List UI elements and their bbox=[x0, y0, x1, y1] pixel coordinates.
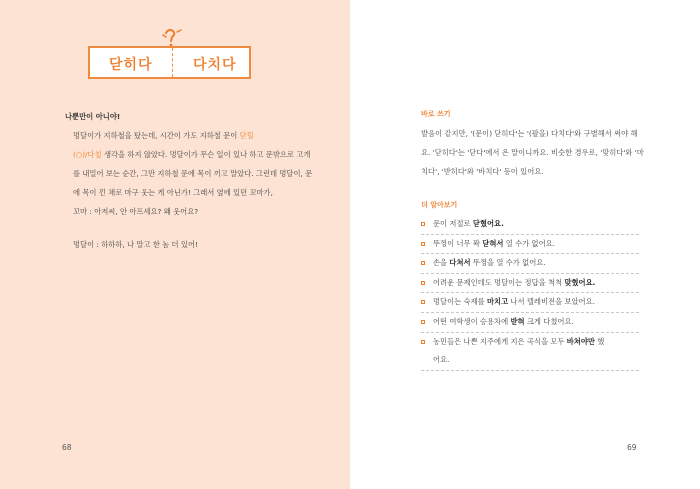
example-text: 뚜껑을 열 수가 없어요. bbox=[470, 258, 546, 268]
example-text: 멍달이는 숙제를 bbox=[433, 297, 487, 307]
story-text-b: 생각을 하지 않았다. 멍달이가 무슨 일이 있나 하고 문밖으로 고개를 내밀어 보는 순간, 그만 지하철 문에 목이 끼고 말았다. 그런데 멍달이, 문에 목이 낀 채로 마구 웃는 게 아닌가! 그래서 옆에 있던 꼬마가, bbox=[73, 150, 313, 197]
bullet-icon bbox=[421, 281, 425, 285]
story-highlight-a: 닫힐 bbox=[239, 131, 254, 140]
example-text: 했 bbox=[594, 336, 605, 346]
bullet-icon bbox=[421, 242, 425, 246]
title-word-right: 다치다 bbox=[193, 57, 237, 73]
example-item bbox=[421, 215, 639, 235]
story-text-a: 멍달이가 지하철을 탔는데, 시간이 가도 지하철 문이 bbox=[73, 131, 240, 140]
example-emphasis: 마치고 bbox=[486, 297, 509, 307]
example-item bbox=[421, 333, 639, 371]
example-item bbox=[421, 235, 639, 255]
example-text: 열 수가 없어요. bbox=[503, 238, 555, 248]
example-text: 손을 bbox=[433, 258, 450, 268]
story-kid-line: 꼬마 : 아저씨, 안 아프세요? 왜 웃어요? bbox=[73, 207, 199, 216]
bullet-icon bbox=[421, 340, 425, 344]
more-heading: 더 알아보기 bbox=[421, 201, 458, 209]
example-item bbox=[421, 293, 639, 313]
example-emphasis: 닫혔어요. bbox=[472, 219, 504, 228]
example-item bbox=[421, 313, 639, 333]
story-paragraph bbox=[65, 126, 315, 202]
example-text: 나서 텔레비전을 보았어요. bbox=[508, 297, 595, 307]
example-text: 뚜껑이 너무 꽉 bbox=[433, 238, 483, 248]
example-emphasis: 받혀 bbox=[510, 316, 525, 326]
bullet-icon bbox=[421, 222, 425, 226]
bullet-icon bbox=[421, 300, 425, 304]
story-text bbox=[65, 107, 315, 254]
example-item bbox=[421, 254, 639, 274]
example-text: 어떤 여학생이 승용차에 bbox=[433, 316, 511, 326]
story-heading: 나뿐만이 아니야! bbox=[65, 112, 121, 121]
example-text: 문이 저절로 bbox=[433, 219, 473, 228]
page-number-right: 69 bbox=[627, 443, 637, 452]
example-text: 농민들은 나쁜 지주에게 지은 곡식을 모두 bbox=[433, 336, 567, 346]
example-text: 어려운 문제인데도 멍달이는 정답을 척척 bbox=[433, 277, 565, 287]
story-reply-line: 멍달이 : 하하하, 나 말고 한 놈 더 있어! bbox=[73, 240, 198, 249]
example-emphasis: 닫혀서 bbox=[482, 238, 504, 248]
example-emphasis: 맞혔어요. bbox=[564, 277, 596, 287]
example-emphasis: 바쳐야만 bbox=[566, 336, 595, 346]
explanation-body: 발음이 같지만, '(문이) 닫히다'는 '(팔을) 다치다'와 구별해서 써야 해요. '닫히다'는 '닫다'에서 온 말이니까요. 비슷한 경우로, '맞히다'와 '마치다', '받히다'와 '바치다' 등이 있어요. bbox=[421, 129, 644, 176]
example-text-line2: 어요. bbox=[433, 355, 450, 365]
title-box bbox=[88, 46, 251, 79]
example-list bbox=[421, 215, 639, 371]
title-word-left: 닫히다 bbox=[109, 57, 153, 73]
explanation-heading: 바로 쓰기 bbox=[421, 110, 451, 118]
example-item bbox=[421, 274, 639, 294]
explanation-text bbox=[421, 124, 646, 181]
bullet-icon bbox=[421, 320, 425, 324]
example-text: 크게 다쳤어요. bbox=[524, 316, 574, 326]
example-emphasis: 다쳐서 bbox=[449, 258, 471, 268]
bullet-icon bbox=[421, 261, 425, 265]
story-highlight-b: (○)/다칠 bbox=[73, 150, 102, 159]
title-divider bbox=[172, 48, 173, 77]
page-number-left: 68 bbox=[62, 443, 72, 452]
story-spacer bbox=[65, 221, 315, 235]
